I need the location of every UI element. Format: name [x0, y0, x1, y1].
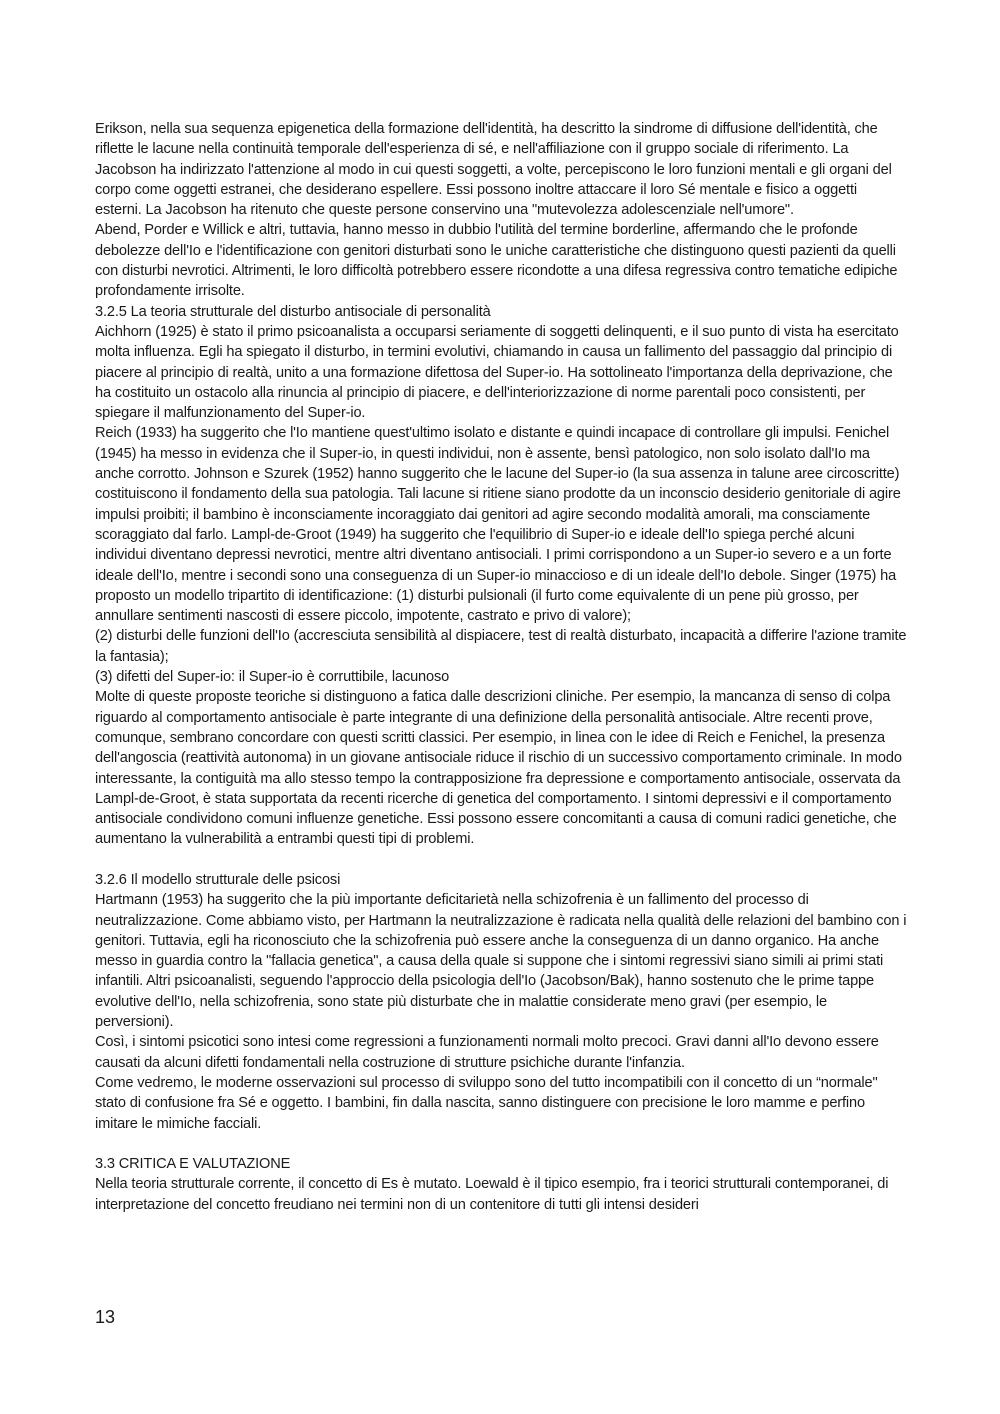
blank-line — [95, 850, 907, 870]
paragraph-loewald: Nella teoria strutturale corrente, il concetto di Es è mutato. Loewald è il tipico esempio, fra i teorici strutturali contemporanei, di interpretazione del concetto freudiano nei termini non di un contenitore di tutti gli intensi desideri — [95, 1176, 889, 1213]
paragraph-molte: Molte di queste proposte teoriche si distinguono a fatica dalle descrizioni cliniche. Per esempio, la mancanza di senso di colpa riguardo al comportamento antisociale è parte integrante di una definizione della personalità antisociale. Altre recenti prove, comunque, sembrano concordare con questi scritti classici. Per esempio, in linea con le idee di Reich e Fenichel, la presenza dell'angoscia (reattività autonoma) in un giovane antisociale riduce il rischio di un successivo comportamento criminale. In modo interessante, la contiguità ma allo stesso tempo la contrapposizione fra depressione e comportamento antisociale, osservata da Lampl-de-Groot, è stata supportata da recenti ricerche di genetica del comportamento. I sintomi depressivi e il comportamento antisociale condividono comuni influenze genetiche. Essi possono essere concomitanti a causa di comuni radici genetiche, che aumentano la vulnerabilità a entrambi questi tipi di problemi. — [95, 689, 902, 848]
heading-3-2-6: 3.2.6 Il modello strutturale delle psicosi — [95, 871, 341, 888]
paragraph-aichhorn: Aichhorn (1925) è stato il primo psicoanalista a occuparsi seriamente di soggetti delinquenti, e il suo punto di vista ha esercitato molta influenza. Egli ha spiegato il disturbo, in termini evolutivi, chiamando in causa un fallimento del passaggio dal principio di piacere al principio di realtà, unito a una formazione difettosa del Super-io. Ha sottolineato l'importanza della deprivazione, che ha costituito un ostacolo alla rinuncia al principio di piacere, e dell'interiorizzazione di norme parentali poco consistenti, per spiegare il malfunzionamento del Super-io. — [95, 323, 899, 422]
paragraph-list-item-2: (2) disturbi delle funzioni dell'Io (accresciuta sensibilità al dispiacere, test di realtà disturbato, incapacità a differire l'azione tramite la fantasia); — [95, 628, 907, 665]
body-text — [95, 119, 907, 1215]
blank-line — [95, 1134, 907, 1154]
paragraph-erikson: Erikson, nella sua sequenza epigenetica della formazione dell'identità, ha descritto la sindrome di diffusione dell'identità, che riflette le lacune nella continuità temporale dell'esperienza di sé, e nell'affiliazione con il gruppo sociale di riferimento. La Jacobson ha indirizzato l'attenzione al modo in cui questi soggetti, a volte, percepiscono le loro funzioni mentali e gli organi del corpo come oggetti estranei, che desiderano espellere. Essi possono inoltre attaccare il loro Sé mentale e fisico a oggetti esterni. La Jacobson ha ritenuto che queste persone conservino una "mutevolezza adolescenziale nell'umore". — [95, 121, 892, 219]
heading-3-2-5: 3.2.5 La teoria strutturale del disturbo antisociale di personalità — [95, 303, 491, 320]
page-number: 13 — [95, 1307, 116, 1327]
paragraph-come-vedremo: Come vedremo, le moderne osservazioni sul processo di sviluppo sono del tutto incompatibili con il concetto di un “normale" stato di confusione fra Sé e oggetto. I bambini, fin dalla nascita, sanno distinguere con precisione le loro mamme e perfino imitare le mimiche facciali. — [95, 1074, 878, 1132]
paragraph-reich: Reich (1933) ha suggerito che l'Io mantiene quest'ultimo isolato e distante e quindi incapace di controllare gli impulsi. Fenichel (1945) ha messo in evidenza che il Super-io, in questi individui, non è assente, bensì patologico, non solo isolato dall'Io ma anche corrotto. Johnson e Szurek (1952) hanno suggerito che le lacune del Super-io (la sua assenza in talune aree circoscritte) costituiscono il fondamento della sua patologia. Tali lacune si ritiene siano prodotte da un inconscio desiderio genitoriale di agire impulsi proibiti; il bambino è inconsciamente incoraggiato dai genitori ad agire secondo modalità amorali, ma consciamente scoraggiato dal farlo. Lampl-de-Groot (1949) ha suggerito che l'equilibrio di Super-io e ideale dell'Io spiega perché alcuni individui diventano depressi nevrotici, mentre altri diventano antisociali. I primi corrispondono a un Super-io severo e a un forte ideale dell'Io, mentre i secondi sono una conseguenza di un Super-io minaccioso e di un ideale dell'Io debole. Singer (1975) ha proposto un modello tripartito di identificazione: (1) disturbi pulsionali (il furto come equivalente di un pene più grosso, per annullare sentimenti nascosti di essere piccolo, impotente, castrato e privo di valore); — [95, 425, 901, 625]
paragraph-abend: Abend, Porder e Willick e altri, tuttavia, hanno messo in dubbio l'utilità del termine borderline, affermando che le profonde debolezze dell'Io e l'identificazione con genitori disturbati sono le uniche caratteristiche che distinguono questi pazienti da quelli con disturbi nevrotici. Altrimenti, le loro difficoltà potrebbero essere ricondotte a una difesa regressiva contro tematiche edipiche profondamente irrisolte. — [95, 222, 898, 300]
heading-3-3: 3.3 CRITICA E VALUTAZIONE — [95, 1156, 291, 1173]
paragraph-list-item-3: (3) difetti del Super-io: il Super-io è corruttibile, lacunoso — [95, 669, 450, 686]
paragraph-hartmann: Hartmann (1953) ha suggerito che la più importante deficitarietà nella schizofrenia è un fallimento del processo di neutralizzazione. Come abbiamo visto, per Hartmann la neutralizzazione è radicata nella qualità delle relazioni del bambino con i genitori. Tuttavia, egli ha riconosciuto che la schizofrenia può essere anche la conseguenza di un danno organico. Ha anche messo in guardia contro la "fallacia genetica", a causa della quale si suppone che i sintomi regressivi siano simili ai primi stati infantili. Altri psicoanalisti, seguendo l'approccio della psicologia dell'Io (Jacobson/Bak), hanno sostenuto che le prime tappe evolutive dell'Io, nella schizofrenia, sono state più disturbate che in malattie considerate meno gravi (per esempio, le perversioni). — [95, 892, 907, 1031]
paragraph-cosi: Così, i sintomi psicotici sono intesi come regressioni a funzionamenti normali molto precoci. Gravi danni all'Io devono essere causati da alcuni difetti fondamentali nella costruzione di strutture psichiche durante l'infanzia. — [95, 1034, 879, 1071]
